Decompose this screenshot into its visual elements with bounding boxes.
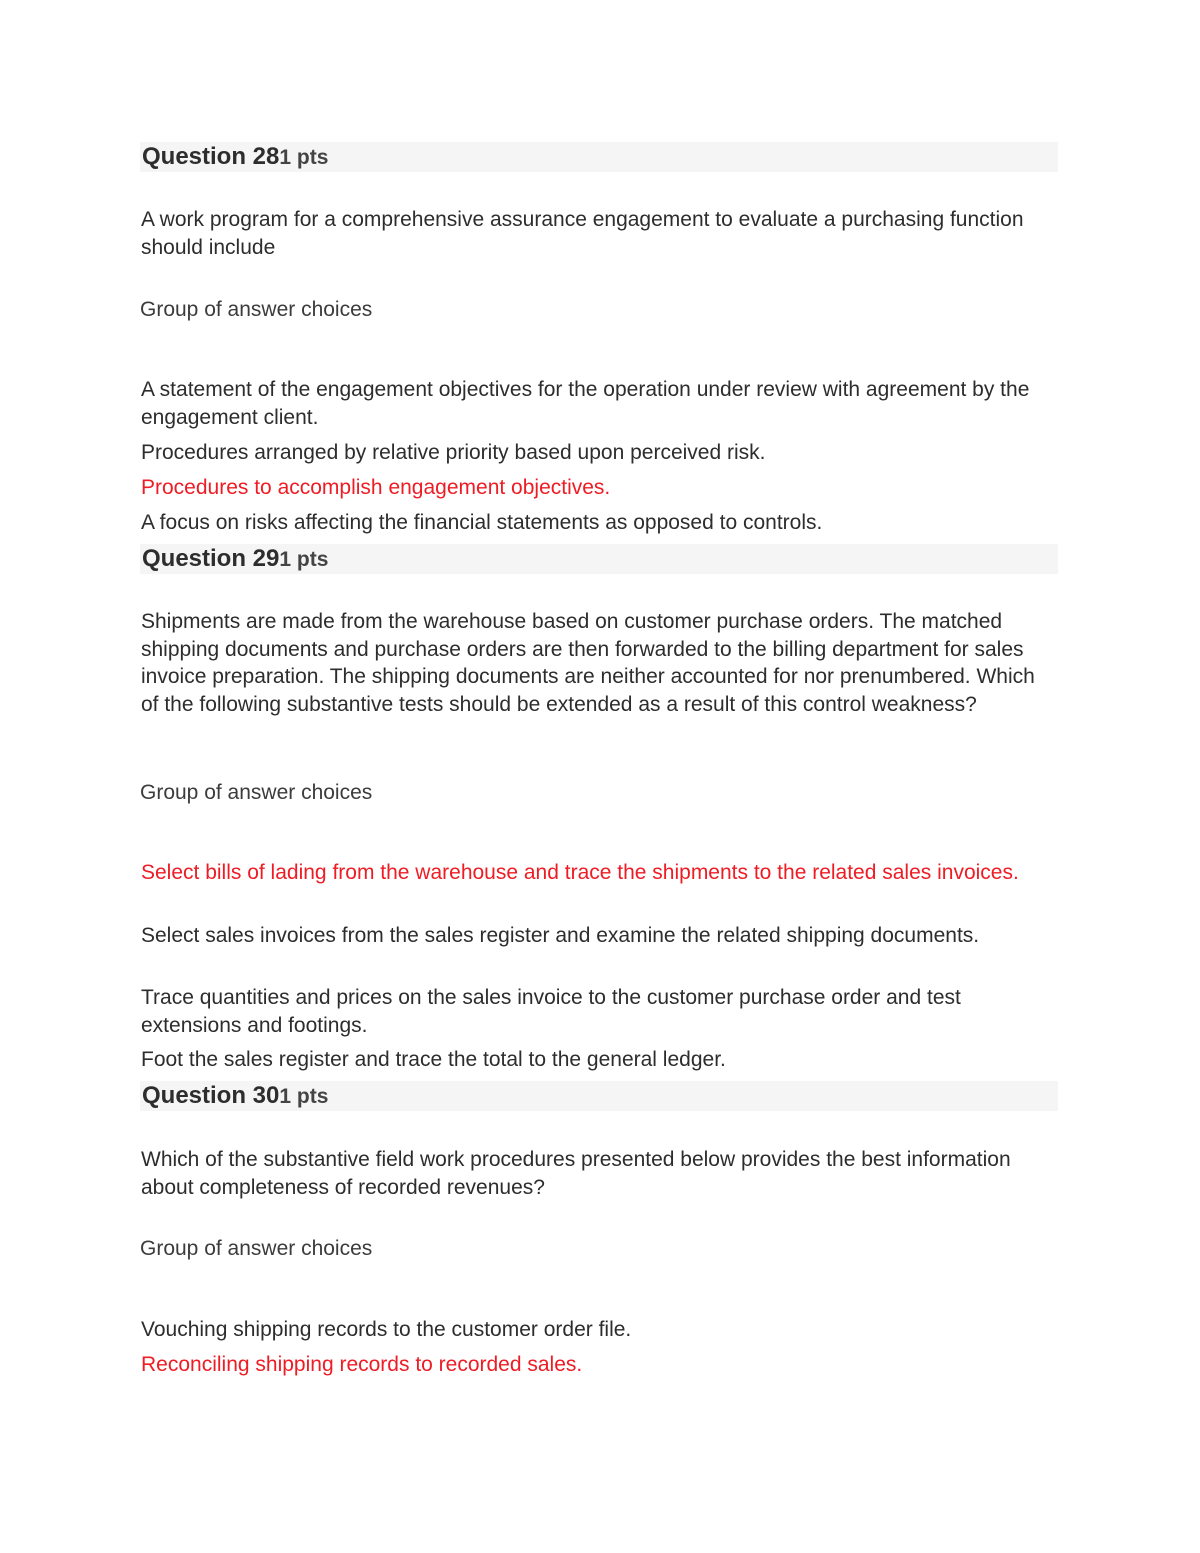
group-label: Group of answer choices <box>140 298 373 321</box>
question-29-text: Shipments are made from the warehouse based on customer purchase orders. The matched shipping documents and purchase orders are then forwarded to the billing department for sales invoice preparation. The shipping documents are neither accounted for nor prenumbered. Which of the following substantive tests should be extended as a result of this control weakness? <box>141 610 1035 716</box>
question-points: 1 pts <box>279 548 329 571</box>
answer-choice[interactable]: Select sales invoices from the sales register and examine the related shipping documents. <box>141 924 980 947</box>
answer-choice[interactable]: Procedures arranged by relative priority based upon perceived risk. <box>141 441 766 464</box>
question-title: Question 30 <box>142 1082 280 1109</box>
question-29-header <box>140 544 1058 574</box>
question-30-text: Which of the substantive field work procedures presented below provides the best information about completeness of recorded revenues? <box>141 1148 1011 1199</box>
question-points: 1 pts <box>279 1085 329 1108</box>
question-28-text: A work program for a comprehensive assurance engagement to evaluate a purchasing function should include <box>141 208 1024 259</box>
answer-choice[interactable]: Vouching shipping records to the customer order file. <box>141 1318 632 1341</box>
question-28-header <box>140 142 1058 172</box>
answer-choice[interactable]: Trace quantities and prices on the sales invoice to the customer purchase order and test extensions and footings. <box>141 986 961 1037</box>
answer-choice-correct[interactable]: Select bills of lading from the warehouse and trace the shipments to the related sales invoices. <box>141 861 1019 884</box>
answer-choice-correct[interactable]: Procedures to accomplish engagement objectives. <box>141 476 611 499</box>
group-label: Group of answer choices <box>140 781 373 804</box>
question-30-header <box>140 1081 1058 1111</box>
group-label: Group of answer choices <box>140 1237 373 1260</box>
answer-choice[interactable]: Foot the sales register and trace the total to the general ledger. <box>141 1048 726 1071</box>
question-points: 1 pts <box>279 146 329 169</box>
answer-choice[interactable]: A focus on risks affecting the financial statements as opposed to controls. <box>141 511 823 534</box>
answer-choice-correct[interactable]: Reconciling shipping records to recorded sales. <box>141 1353 583 1376</box>
question-title: Question 29 <box>142 545 280 572</box>
answer-choice[interactable]: A statement of the engagement objectives for the operation under review with agreement by the engagement client. <box>141 378 1030 429</box>
question-title: Question 28 <box>142 143 280 170</box>
